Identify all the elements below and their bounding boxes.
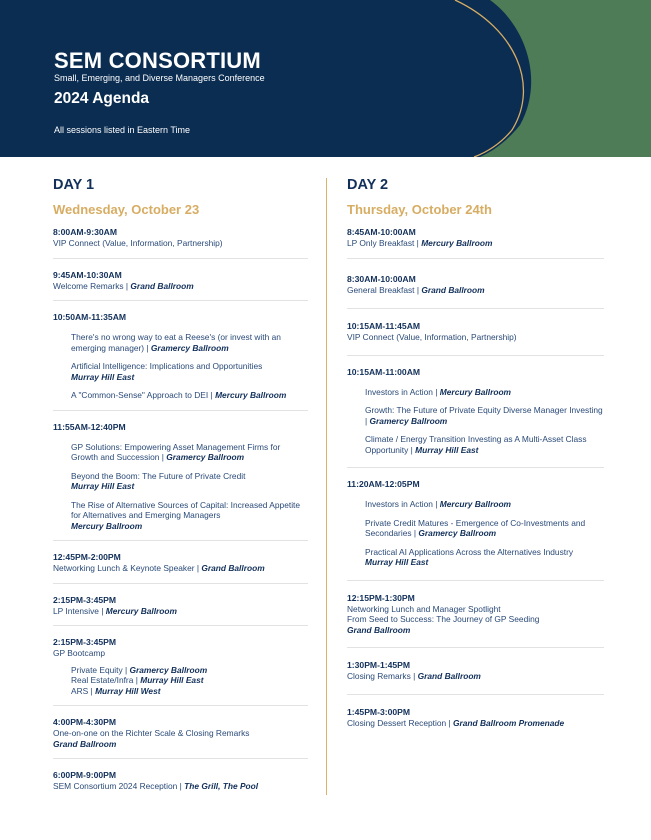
brand-block [54, 50, 265, 108]
session-room: Grand Ballroom [421, 284, 485, 295]
session [347, 695, 604, 738]
session-room: Grand Ballroom Promenade [452, 717, 565, 728]
breakout-item [365, 499, 604, 510]
breakout-room: Gramercy Ballroom [166, 452, 245, 462]
session [347, 648, 604, 695]
session-time: 10:15AM-11:45AM [347, 321, 421, 331]
breakout-room: Gramercy Ballroom [129, 664, 208, 675]
breakout-room: Mercury Ballroom [71, 520, 143, 531]
session [347, 218, 604, 259]
session-time: 10:15AM-11:00AM [347, 366, 421, 377]
breakout-item [71, 675, 308, 686]
session-title [53, 606, 308, 617]
breakout-item [71, 390, 308, 401]
session [53, 626, 308, 706]
session [347, 356, 604, 469]
session-room: Grand Ballroom [201, 563, 265, 573]
breakout-room: Murray Hill East [140, 675, 204, 685]
breakout-text: Practical AI Applications Across the Alternatives Industry [365, 546, 574, 557]
session [53, 411, 308, 542]
session-title [347, 718, 604, 729]
breakout-list [347, 499, 604, 568]
session-room: Mercury Ballroom [421, 238, 493, 248]
breakout-item [365, 434, 604, 455]
session-title [347, 238, 604, 249]
session-room: Grand Ballroom [53, 738, 117, 749]
session-time: 1:45PM-3:00PM [347, 706, 411, 717]
session-text: General Breakfast | [347, 284, 422, 295]
session-title: VIP Connect (Value, Information, Partnership) [53, 238, 223, 248]
session-room: Mercury Ballroom [105, 605, 177, 616]
breakout-room: Mercury Ballroom [215, 390, 287, 400]
breakout-item [365, 547, 604, 568]
breakout-room: Gramercy Ballroom [418, 528, 497, 538]
session [347, 259, 604, 310]
session-room: Grand Ballroom [130, 280, 194, 291]
session-time: 2:15PM-3:45PM [53, 594, 117, 605]
session-title [53, 781, 308, 792]
session-text: SEM Consortium 2024 Reception | [53, 781, 185, 791]
breakout-room: Murray Hill East [71, 481, 135, 491]
session-text: Closing Remarks | [347, 671, 418, 681]
day2-date: Thursday, October 24th [347, 202, 492, 217]
brand-subtitle: Small, Emerging, and Diverse Managers Conference [54, 73, 265, 83]
session [53, 218, 308, 259]
session-title [347, 671, 604, 682]
session-title: GP Bootcamp [53, 648, 105, 658]
breakout-room: Mercury Ballroom [439, 499, 512, 509]
breakout-text: Investors in Action | [365, 386, 440, 397]
session-room: Grand Ballroom [347, 624, 411, 635]
breakout-room: Mercury Ballroom [439, 386, 512, 397]
breakout-item [71, 332, 308, 353]
breakout-room: Murray Hill East [365, 557, 429, 567]
breakout-text: A "Common-Sense" Approach to DEI | [71, 390, 216, 400]
session-title [53, 563, 308, 574]
session-time: 12:15PM-1:30PM [347, 592, 415, 603]
session-time: 10:50AM-11:35AM [53, 312, 127, 322]
session-subtitle: From Seed to Success: The Journey of GP Seeding [347, 614, 540, 624]
breakout-room: Murray Hill West [95, 685, 161, 696]
breakout-room: Gramercy Ballroom [369, 415, 448, 426]
session-time: 8:30AM-10:00AM [347, 273, 416, 284]
session-time: 4:00PM-4:30PM [53, 717, 117, 727]
session-text: LP Only Breakfast | [347, 238, 422, 248]
day2-column [347, 176, 604, 737]
breakout-text: Artificial Intelligence: Implications and Opportunities [71, 361, 263, 371]
breakout-list [53, 442, 308, 532]
session [347, 309, 604, 356]
session [53, 759, 308, 801]
breakout-text: Climate / Energy Transition Investing as A Multi-Asset Class Opportunity | [365, 434, 587, 455]
breakout-text: Private Credit Matures - Emergence of Co-Investments and Secondaries | [365, 517, 586, 538]
breakout-text: The Rise of Alternative Sources of Capital: Increased Appetite for Alternatives and Emerging Managers [71, 499, 301, 520]
breakout-text: Real Estate/Infra | [71, 675, 141, 685]
breakout-item [71, 665, 308, 676]
agenda-title: 2024 Agenda [54, 90, 150, 107]
session-title [53, 281, 308, 292]
breakout-item [365, 405, 604, 426]
breakout-text: Private Equity | [71, 664, 130, 675]
day1-title: DAY 1 [53, 177, 95, 193]
session-time: 11:55AM-12:40PM [53, 421, 126, 432]
timezone-note: All sessions listed in Eastern Time [54, 125, 191, 135]
breakout-item [71, 361, 308, 382]
session [347, 468, 604, 581]
day2-title: DAY 2 [347, 177, 389, 193]
breakout-text: Investors in Action | [365, 499, 440, 509]
session [53, 584, 308, 627]
session-time: 9:45AM-10:30AM [53, 269, 122, 280]
breakout-room: Murray Hill East [71, 371, 135, 382]
breakout-item [365, 518, 604, 539]
breakout-list [53, 665, 308, 697]
session [347, 581, 604, 649]
session-time: 6:00PM-9:00PM [53, 770, 117, 780]
breakout-text: ARS | [71, 685, 96, 696]
session-time: 2:15PM-3:45PM [53, 637, 117, 647]
breakout-item [71, 471, 308, 492]
breakout-item [71, 686, 308, 697]
session-time: 12:45PM-2:00PM [53, 552, 121, 562]
breakout-item [71, 442, 308, 463]
breakout-room: Gramercy Ballroom [150, 342, 229, 353]
session-title [347, 285, 604, 296]
breakout-item [365, 387, 604, 398]
session-text: Welcome Remarks | [53, 280, 131, 291]
breakout-item [71, 500, 308, 532]
session-text: LP Intensive | [53, 605, 106, 616]
session-title: VIP Connect (Value, Information, Partnership) [347, 332, 517, 342]
session-title: Networking Lunch and Manager Spotlight [347, 603, 501, 614]
breakout-room: Murray Hill East [415, 444, 479, 455]
header-banner [0, 0, 651, 157]
breakout-text: GP Solutions: Empowering Asset Management Firms for Growth and Succession | [71, 441, 281, 462]
session-text: Closing Dessert Reception | [347, 717, 453, 728]
session [53, 301, 308, 411]
session [53, 706, 308, 759]
session-text: Networking Lunch & Keynote Speaker | [53, 563, 202, 573]
breakout-text: There's no wrong way to eat a Reese's (or invest with an emerging manager) | [71, 332, 281, 353]
session [53, 541, 308, 584]
session [53, 259, 308, 302]
breakout-text: Beyond the Boom: The Future of Private Credit [71, 470, 246, 481]
breakout-list [53, 332, 308, 401]
breakout-text: Growth: The Future of Private Equity Diverse Manager Investing | [365, 405, 603, 426]
session-room: The Grill, The Pool [184, 781, 259, 791]
session-title: One-on-one on the Richter Scale & Closing Remarks [53, 728, 250, 738]
session-room: Grand Ballroom [417, 671, 481, 681]
session-time: 8:00AM-9:30AM [53, 227, 117, 237]
session-time: 1:30PM-1:45PM [347, 660, 411, 670]
session-time: 11:20AM-12:05PM [347, 479, 420, 489]
brand-title: SEM CONSORTIUM [54, 48, 261, 73]
column-divider [326, 178, 327, 795]
day1-date: Wednesday, October 23 [53, 202, 200, 217]
breakout-list [347, 387, 604, 456]
session-time: 8:45AM-10:00AM [347, 227, 416, 237]
day1-column [53, 176, 308, 801]
